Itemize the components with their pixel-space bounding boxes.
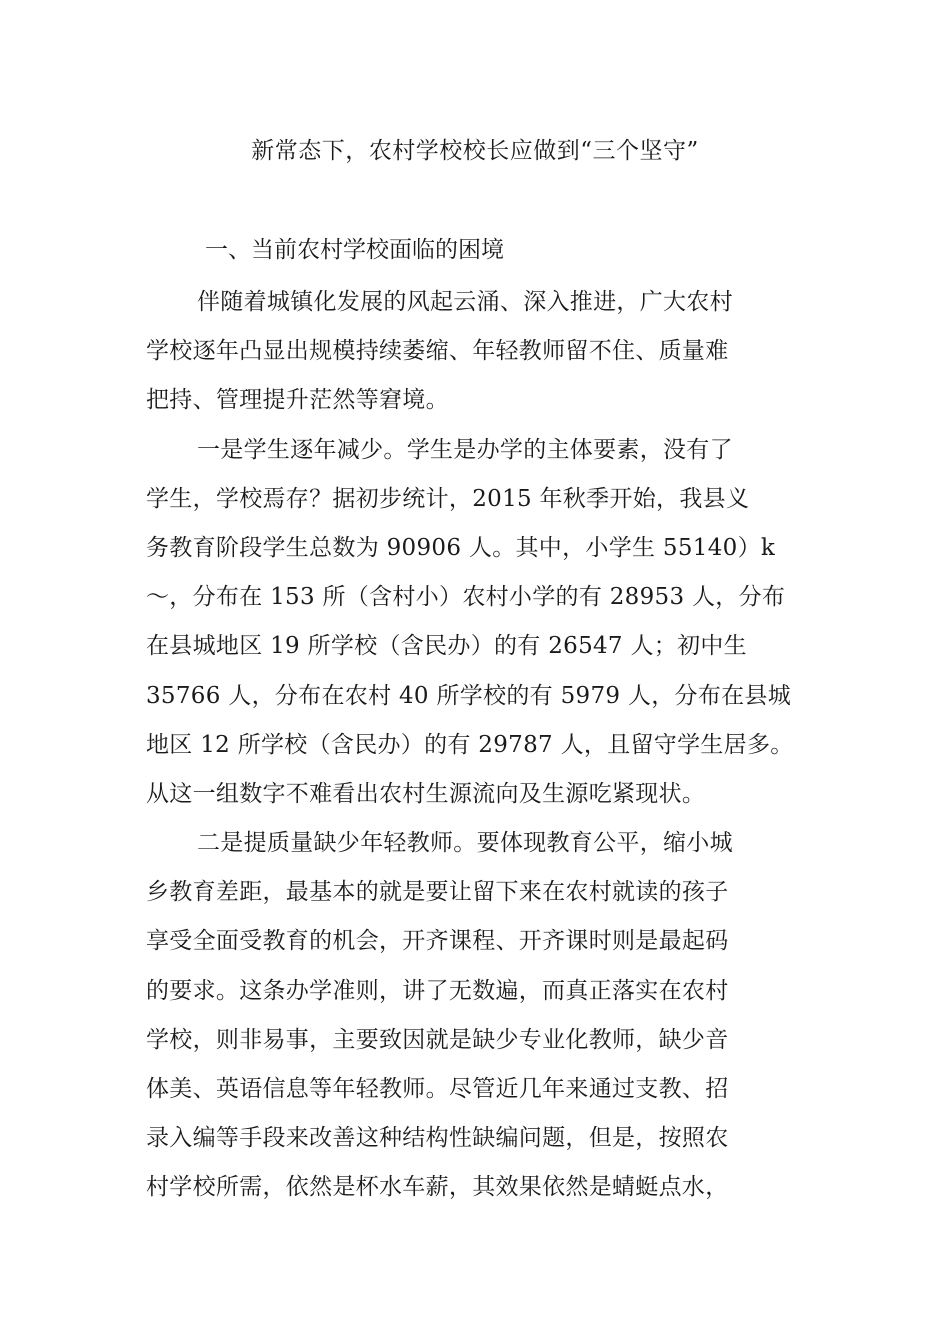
text-line: 在县城地区 19 所学校（含民办）的有 26547 人；初中生 xyxy=(146,633,747,660)
text-line: 村学校所需，依然是杯水车薪，其效果依然是蜻蜓点水， xyxy=(146,1174,729,1201)
text-line: 35766 人，分布在农村 40 所学校的有 5979 人，分布在县城 xyxy=(146,682,792,709)
text-line: 录入编等手段来改善这种结构性缺编问题，但是，按照农 xyxy=(146,1125,729,1152)
text-line: 学生，学校焉存？据初步统计，2015 年秋季开始，我县义 xyxy=(146,485,750,512)
text-line: 从这一组数字不难看出农村生源流向及生源吃紧现状。 xyxy=(146,780,706,807)
text-line: 二是提质量缺少年轻教师。要体现教育公平，缩小城 xyxy=(197,830,733,857)
text-line: ～，分布在 153 所（含村小）农村小学的有 28953 人，分布 xyxy=(146,584,786,611)
text-line: 学校逐年凸显出规模持续萎缩、年轻教师留不住、质量难 xyxy=(146,338,729,365)
section-heading: 一、当前农村学校面临的困境 xyxy=(205,237,504,263)
text-line: 一是学生逐年减少。学生是办学的主体要素，没有了 xyxy=(197,436,733,463)
text-line: 乡教育差距，最基本的就是要让留下来在农村就读的孩子 xyxy=(146,879,729,906)
body-text xyxy=(146,282,826,1217)
document-title: 新常态下，农村学校校长应做到“三个坚守” xyxy=(251,138,699,164)
text-line: 地区 12 所学校（含民办）的有 29787 人，且留守学生居多。 xyxy=(146,731,794,758)
text-line: 享受全面受教育的机会，开齐课程、开齐课时则是最起码 xyxy=(146,928,729,955)
text-line: 务教育阶段学生总数为 90906 人。其中，小学生 55140）k xyxy=(146,534,776,561)
text-line: 体美、英语信息等年轻教师。尽管近几年来通过支教、招 xyxy=(146,1076,729,1102)
text-line: 学校，则非易事，主要致因就是缺少专业化教师，缺少音 xyxy=(146,1026,729,1053)
text-line: 的要求。这条办学准则，讲了无数遍，而真正落实在农村 xyxy=(146,977,729,1004)
text-line: 把持、管理提升茫然等窘境。 xyxy=(146,387,449,414)
text-line: 伴随着城镇化发展的风起云涌、深入推进，广大农村 xyxy=(197,289,733,315)
